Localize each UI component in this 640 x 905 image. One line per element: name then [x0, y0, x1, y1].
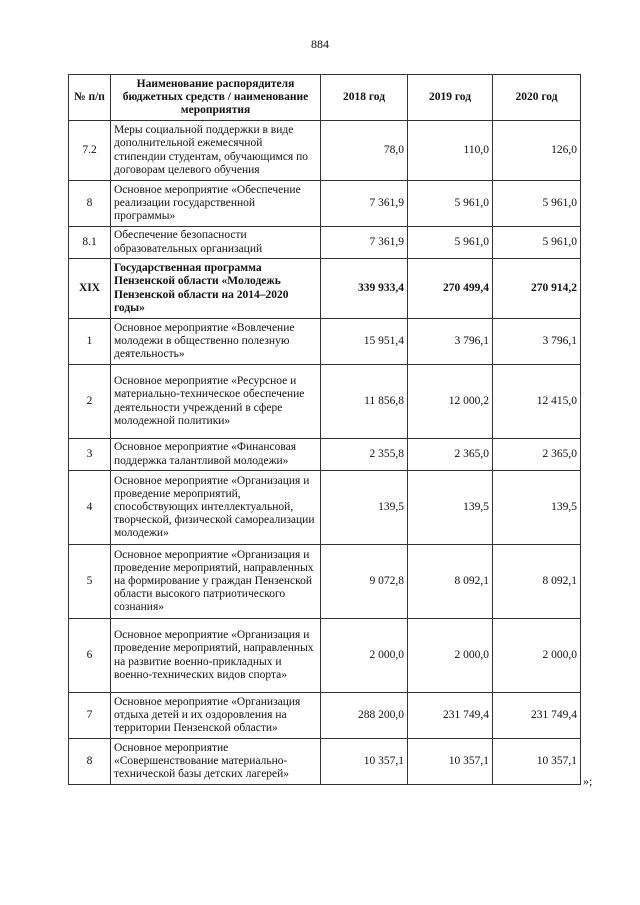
value-2020: 270 914,2 [493, 259, 581, 319]
value-2018: 10 357,1 [321, 739, 408, 785]
row-name: Основное мероприятие «Организация отдыха детей и их оздоровления на территории Пензенской области» [111, 693, 321, 739]
budget-table [68, 74, 581, 785]
row-name: Основное мероприятие «Ресурсное и материально-техническое обеспечение деятельности учреждений в сфере молодежной политики» [111, 365, 321, 439]
value-2020: 12 415,0 [493, 365, 581, 439]
value-2019: 3 796,1 [408, 319, 493, 365]
value-2019: 5 961,0 [408, 227, 493, 259]
value-2018: 7 361,9 [321, 181, 408, 227]
table-row [69, 181, 581, 227]
row-name: Основное мероприятие «Финансовая поддержка талантливой молодежи» [111, 439, 321, 471]
value-2019: 231 749,4 [408, 693, 493, 739]
row-number: 3 [69, 439, 111, 471]
row-number: XIX [69, 259, 111, 319]
value-2019: 5 961,0 [408, 181, 493, 227]
value-2018: 15 951,4 [321, 319, 408, 365]
value-2018: 9 072,8 [321, 545, 408, 619]
row-number: 4 [69, 471, 111, 545]
row-name: Основное мероприятие «Вовлечение молодежи в общественно полезную деятельность» [111, 319, 321, 365]
table-row [69, 471, 581, 545]
table-header-row [69, 75, 581, 121]
value-2020: 2 000,0 [493, 619, 581, 693]
table-row [69, 227, 581, 259]
value-2019: 10 357,1 [408, 739, 493, 785]
row-number: 5 [69, 545, 111, 619]
header-name: Наименование распорядителя бюджетных средств / наименование мероприятия [111, 75, 321, 121]
value-2018: 2 000,0 [321, 619, 408, 693]
value-2019: 8 092,1 [408, 545, 493, 619]
header-2020: 2020 год [493, 75, 581, 121]
page-number: 884 [311, 37, 329, 51]
row-name: Основное мероприятие «Организация и проведение мероприятий, направленных на развитие военно-прикладных и военно-технических видов спорта» [111, 619, 321, 693]
value-2020: 2 365,0 [493, 439, 581, 471]
row-name: Основное мероприятие «Обеспечение реализации государственной программы» [111, 181, 321, 227]
table-row-program [69, 259, 581, 319]
row-name: Основное мероприятие «Организация и проведение мероприятий, способствующих интеллектуальной, творческой, физической самореализации молодежи» [111, 471, 321, 545]
value-2020: 231 749,4 [493, 693, 581, 739]
table-row [69, 121, 581, 181]
value-2018: 288 200,0 [321, 693, 408, 739]
row-number: 8 [69, 181, 111, 227]
value-2018: 7 361,9 [321, 227, 408, 259]
row-number: 8 [69, 739, 111, 785]
table-row [69, 739, 581, 785]
value-2018: 339 933,4 [321, 259, 408, 319]
row-name: Основное мероприятие «Совершенствование материально-технической базы детских лагерей» [111, 739, 321, 785]
value-2018: 139,5 [321, 471, 408, 545]
row-name: Обеспечение безопасности образовательных организаций [111, 227, 321, 259]
closing-quote-mark: »; [583, 774, 593, 788]
value-2020: 3 796,1 [493, 319, 581, 365]
row-number: 8.1 [69, 227, 111, 259]
value-2020: 5 961,0 [493, 181, 581, 227]
value-2018: 78,0 [321, 121, 408, 181]
value-2020: 8 092,1 [493, 545, 581, 619]
value-2019: 270 499,4 [408, 259, 493, 319]
value-2018: 11 856,8 [321, 365, 408, 439]
table-row [69, 439, 581, 471]
table-row [69, 319, 581, 365]
row-number: 7.2 [69, 121, 111, 181]
value-2020: 139,5 [493, 471, 581, 545]
value-2019: 2 000,0 [408, 619, 493, 693]
table-row [69, 545, 581, 619]
header-2019: 2019 год [408, 75, 493, 121]
value-2019: 139,5 [408, 471, 493, 545]
value-2018: 2 355,8 [321, 439, 408, 471]
table-row [69, 619, 581, 693]
row-name: Основное мероприятие «Организация и проведение мероприятий, направленных на формирование у граждан Пензенской области высокого патриотического сознания» [111, 545, 321, 619]
row-number: 6 [69, 619, 111, 693]
value-2020: 5 961,0 [493, 227, 581, 259]
value-2020: 10 357,1 [493, 739, 581, 785]
value-2020: 126,0 [493, 121, 581, 181]
header-num: № п/п [69, 75, 111, 121]
row-number: 2 [69, 365, 111, 439]
row-number: 7 [69, 693, 111, 739]
header-2018: 2018 год [321, 75, 408, 121]
value-2019: 110,0 [408, 121, 493, 181]
table-row [69, 693, 581, 739]
table-row [69, 365, 581, 439]
value-2019: 2 365,0 [408, 439, 493, 471]
value-2019: 12 000,2 [408, 365, 493, 439]
row-name: Государственная программа Пензенской области «Молодежь Пензенской области на 2014–2020 годы» [111, 259, 321, 319]
row-number: 1 [69, 319, 111, 365]
row-name: Меры социальной поддержки в виде дополнительной ежемесячной стипендии студентам, обучающимся по договорам целевого обучения [111, 121, 321, 181]
